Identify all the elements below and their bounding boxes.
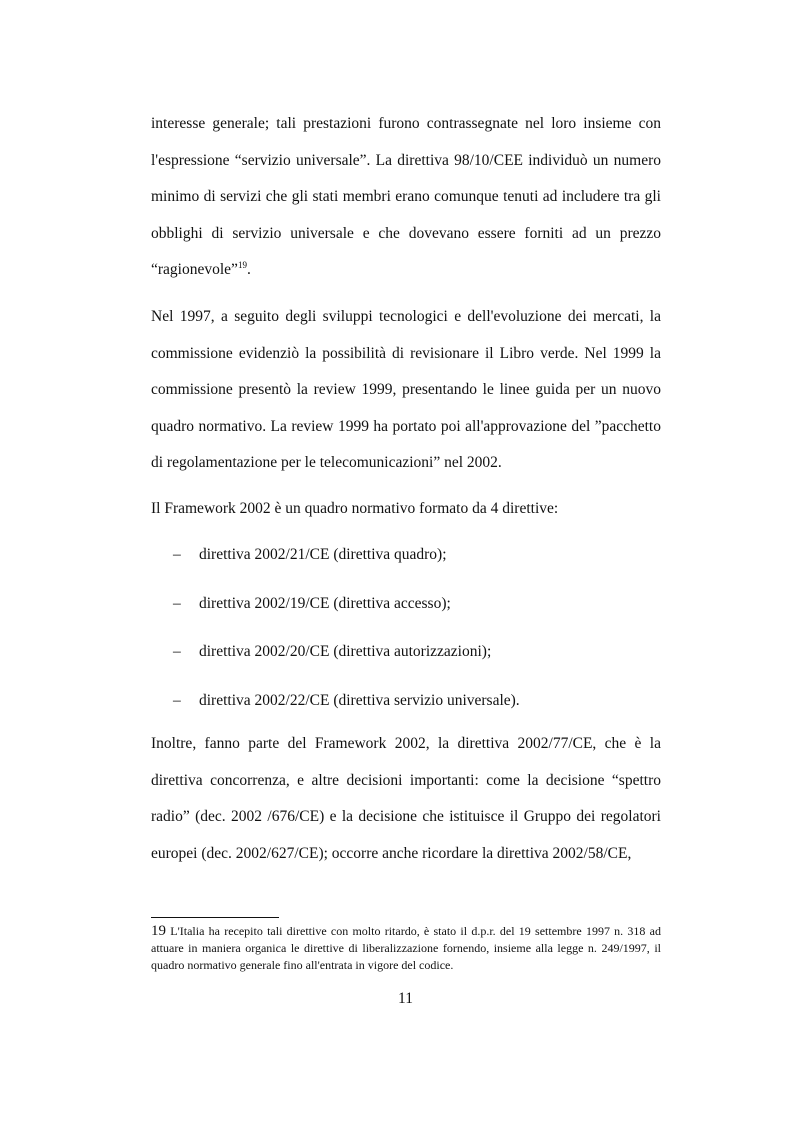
list-item bbox=[151, 584, 661, 633]
directives-list bbox=[151, 535, 661, 729]
footnote-number: 19 bbox=[151, 923, 166, 939]
paragraph-universal-service bbox=[151, 106, 661, 289]
footnote-reference: 19 bbox=[237, 259, 247, 270]
dash-bullet: – bbox=[173, 643, 181, 660]
list-item-text: direttiva 2002/19/CE (direttiva accesso); bbox=[199, 594, 451, 612]
dash-bullet: – bbox=[173, 594, 181, 612]
dash-bullet: – bbox=[173, 546, 181, 563]
footnote-separator bbox=[151, 917, 279, 918]
page-number: 11 bbox=[398, 990, 413, 1007]
paragraph-framework-intro: Il Framework 2002 è un quadro normativo formato da 4 direttive: bbox=[151, 500, 559, 517]
list-item-text: direttiva 2002/20/CE (direttiva autorizzazioni); bbox=[199, 643, 492, 660]
list-item bbox=[151, 535, 661, 584]
paragraph-universal-service-text: interesse generale; tali prestazioni furono contrassegnate nel loro insieme con l'espressione “servizio universale”. La direttiva 98/10/CEE individuò un numero minimo di servizi che gli stati membri erano comunque tenuti ad includere tra gli obblighi di servizio universale e che dovevano essere forniti ad un prezzo “ragionevole” bbox=[151, 115, 661, 278]
footnote bbox=[151, 923, 661, 974]
paragraph-review-1999: Nel 1997, a seguito degli sviluppi tecnologici e dell'evoluzione dei mercati, la commissione evidenziò la possibilità di revisionare il Libro verde. Nel 1999 la commissione presentò la review 1999, presentando le linee guida per un nuovo quadro normativo. La review 1999 ha portato poi all'approvazione del ”pacchetto di regolamentazione per le telecomunicazioni” nel 2002. bbox=[151, 308, 661, 471]
paragraph-other-directives: Inoltre, fanno parte del Framework 2002, la direttiva 2002/77/CE, che è la direttiva concorrenza, e altre decisioni importanti: come la decisione “spettro radio” (dec. 2002 /676/CE) e la decisione che istituisce il Gruppo dei regolatori europei (dec. 2002/627/CE); occorre anche ricordare la direttiva 2002/58/CE, bbox=[151, 735, 661, 862]
list-item-text: direttiva 2002/22/CE (direttiva servizio universale). bbox=[199, 691, 520, 709]
list-item-text: direttiva 2002/21/CE (direttiva quadro); bbox=[199, 546, 447, 563]
list-item bbox=[151, 681, 661, 730]
footnote-text: L'Italia ha recepito tali direttive con molto ritardo, è stato il d.p.r. del 19 settembre 1997 n. 318 ad attuare in maniera organica le direttive di liberalizzazione fornendo, insieme alla legge n. 249/1997, il quadro normativo generale fino all'entrata in vigore del codice. bbox=[151, 924, 661, 972]
paragraph-universal-service-end: . bbox=[246, 261, 251, 278]
list-item bbox=[151, 632, 661, 681]
dash-bullet: – bbox=[173, 691, 181, 709]
